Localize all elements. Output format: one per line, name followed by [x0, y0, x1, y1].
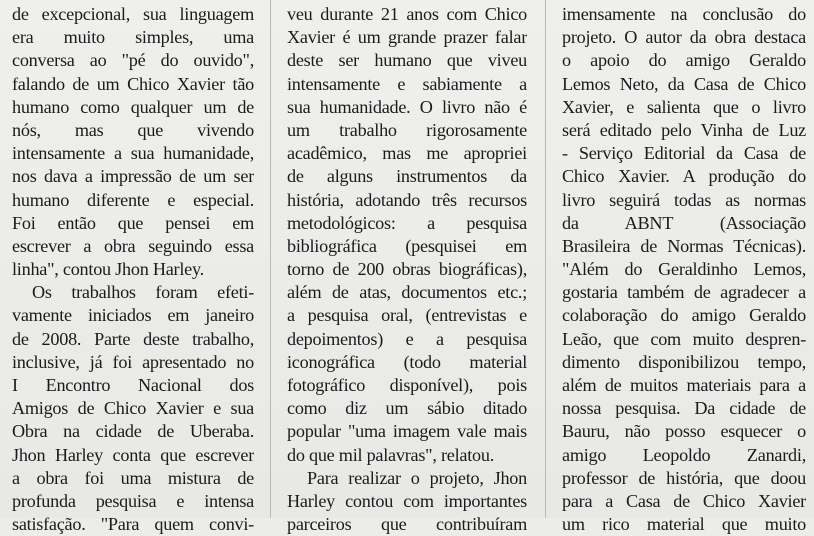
- text-line: "Além do Geraldinho Lemos,: [562, 259, 806, 280]
- text-line: intensamente e sabiamente a: [287, 73, 527, 94]
- text-line: Xavier é um grande prazer falar: [287, 27, 527, 48]
- text-line: era muito simples, uma: [12, 27, 254, 48]
- text-line: livro seguirá todas as normas: [562, 189, 806, 210]
- text-line: Foi então que pensei em: [12, 212, 254, 233]
- paragraph-start-line: Os trabalhos foram efeti-: [32, 282, 254, 303]
- text-line: o apoio do amigo Geraldo: [562, 50, 806, 71]
- text-line: um trabalho rigorosamente: [287, 119, 527, 140]
- text-line: de alguns instrumentos da: [287, 166, 527, 187]
- text-line: Chico Xavier. A produção do: [562, 166, 806, 187]
- text-line: Brasileira de Normas Técnicas).: [562, 235, 806, 256]
- text-line: projeto. O autor da obra destaca: [562, 27, 806, 48]
- text-line: sua humanidade. O livro não é: [287, 96, 527, 117]
- text-line: vamente iniciados em janeiro: [12, 305, 254, 326]
- text-line: falando de um Chico Xavier tão: [12, 73, 254, 94]
- text-line: do que mil palavras", relatou.: [287, 444, 494, 465]
- text-line: de 2008. Parte deste trabalho,: [12, 328, 254, 349]
- article-column-2: [287, 3, 527, 536]
- text-line: um rico material que muito: [562, 514, 806, 535]
- text-line: como diz um sábio ditado: [287, 398, 527, 419]
- text-line: bibliográfica (pesquisei em: [287, 235, 527, 256]
- text-line: Amigos de Chico Xavier e sua: [12, 398, 254, 419]
- text-line: Harley contou com importantes: [287, 490, 527, 511]
- column-divider: [545, 0, 546, 518]
- text-line: nossa pesquisa. Da cidade de: [562, 398, 806, 419]
- text-line: satisfação. "Para quem convi-: [12, 514, 254, 535]
- text-line: colaboração do amigo Geraldo: [562, 305, 806, 326]
- text-line: de excepcional, sua linguagem: [12, 4, 254, 24]
- text-line: professor de história, que doou: [562, 467, 806, 488]
- text-line: escrever a obra seguindo essa: [12, 235, 254, 256]
- text-line: inclusive, já foi apresentado no: [12, 351, 254, 372]
- text-line: além de muitos materiais para a: [562, 375, 806, 395]
- text-line: profunda pesquisa e intensa: [12, 490, 254, 511]
- text-line: humano diferente e especial.: [12, 189, 254, 210]
- text-line: popular "uma imagem vale mais: [287, 421, 527, 442]
- text-line: depoimentos) e a pesquisa: [287, 328, 527, 349]
- text-line: iconográfica (todo material: [287, 351, 527, 372]
- text-line: conversa ao "pé do ouvido",: [12, 50, 254, 71]
- column-divider: [270, 0, 271, 518]
- text-line: será editado pelo Vinha de Luz: [562, 119, 806, 140]
- text-line: Leão, que com muito despren-: [562, 328, 806, 349]
- text-line: amigo Leopoldo Zanardi,: [562, 444, 806, 465]
- text-line: Bauru, não posso esquecer o: [562, 421, 806, 442]
- text-line: nos dava a impressão de um ser: [12, 166, 254, 187]
- text-line: para a Casa de Chico Xavier: [562, 490, 806, 511]
- text-line: além de atas, documentos etc.;: [287, 282, 527, 303]
- text-line: da ABNT (Associação: [562, 212, 806, 233]
- text-line: veu durante 21 anos com Chico: [287, 4, 527, 24]
- text-line: Obra na cidade de Uberaba.: [12, 421, 254, 442]
- paragraph-start-line: Para realizar o projeto, Jhon: [307, 467, 527, 488]
- text-line: imensamente na conclusão do: [562, 4, 806, 24]
- article-column-1: [12, 3, 254, 536]
- text-line: a obra foi uma mistura de: [12, 467, 254, 488]
- article-column-3: [562, 3, 806, 536]
- text-line: nós, mas que vivendo: [12, 119, 254, 140]
- text-line: história, adotando três recursos: [287, 189, 527, 210]
- text-line: I Encontro Nacional dos: [12, 375, 254, 395]
- text-line: Jhon Harley conta que escrever: [12, 444, 254, 465]
- text-line: metodológicos: a pesquisa: [287, 212, 527, 233]
- text-line: deste ser humano que viveu: [287, 50, 527, 71]
- text-line: Xavier, e salienta que o livro: [562, 96, 806, 117]
- text-line: humano como qualquer um de: [12, 96, 254, 117]
- text-line: parceiros que contribuíram: [287, 514, 527, 535]
- text-line: Lemos Neto, da Casa de Chico: [562, 73, 806, 94]
- text-line: linha", contou Jhon Harley.: [12, 259, 204, 280]
- text-line: gostaria também de agradecer a: [562, 282, 806, 303]
- text-line: torno de 200 obras biográficas),: [287, 259, 527, 280]
- text-line: - Serviço Editorial da Casa de: [562, 143, 806, 164]
- text-line: acadêmico, mas me apropriei: [287, 143, 527, 164]
- text-line: intensamente a sua humanidade,: [12, 143, 254, 164]
- text-line: a pesquisa oral, (entrevistas e: [287, 305, 527, 326]
- text-line: dimento disponibilizou tempo,: [562, 351, 806, 372]
- text-line: fotográfico disponível), pois: [287, 375, 527, 395]
